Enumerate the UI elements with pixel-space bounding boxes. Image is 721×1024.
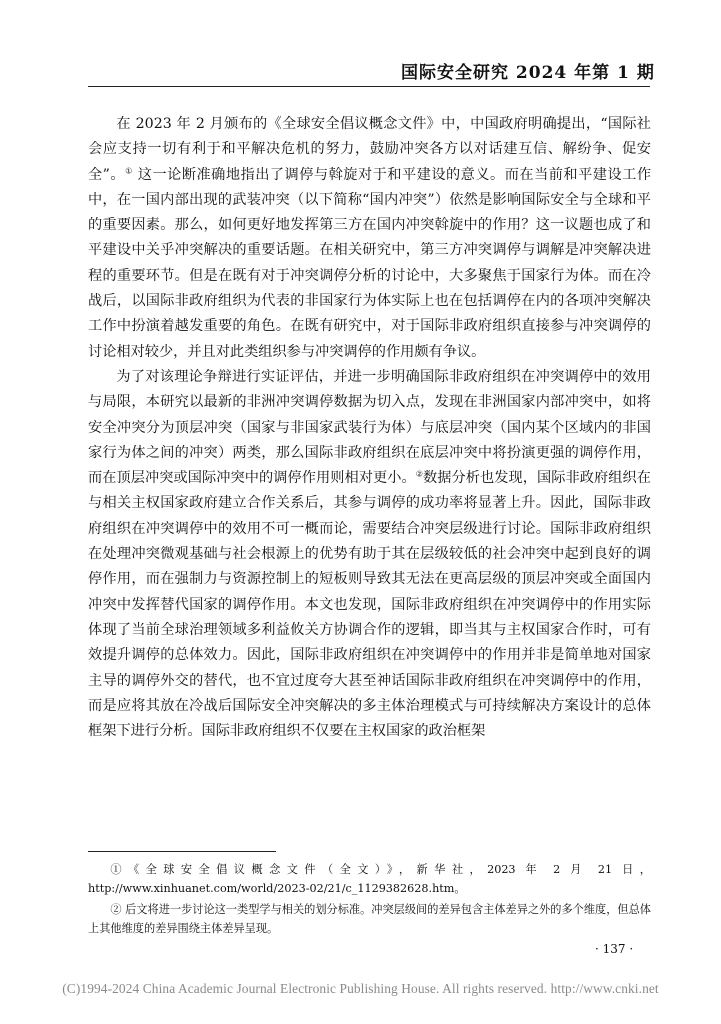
article-body bbox=[88, 112, 651, 744]
header-divider bbox=[88, 86, 650, 87]
paragraph-text: 这一论断准确地指出了调停与斡旋对于和平建设的意义。而在当前和平建设工作中，在一国内部出现的武装冲突（以下简称“国内冲突”）依然是影响国际安全与全球和平的重要因素。那么，如何更好地发挥第三方在国内冲突斡旋中的作用？这一议题也成了和平建设中关乎冲突解决的重要话题。在相关研究中，第三方冲突调停与调解是冲突解决进程的重要环节。但是在既有对于冲突调停分析的讨论中，大多聚焦于国家行为体。而在冷战后，以国际非政府组织为代表的非国家行为体实际上也在包括调停在内的各项冲突解决工作中扮演着越发重要的角色。在既有研究中，对于国际非政府组织直接参与冲突调停的讨论相对较少，并且对此类组织参与冲突调停的作用颇有争议。 bbox=[88, 166, 652, 360]
paragraph-text: 为了对该理论争辩进行实证评估，并进一步明确国际非政府组织在冲突调停中的效用与局限，本研究以最新的非洲冲突调停数据为切入点，发现在非洲国家内部冲突中，如将安全冲突分为顶层冲突（国家与非国家武装行为体）与底层冲突（国内某个区域内的非国家行为体之间的冲突）两类，那么国际非政府组织在底层冲突中将扮演更强的调停作用，而在顶层冲突或国际冲突中的调停作用则相对更小。 bbox=[88, 368, 651, 487]
paragraph-1 bbox=[88, 112, 651, 365]
page-number: · 137 · bbox=[595, 942, 634, 956]
paragraph-text: 在 2023 年 2 月颁布的《全球安全倡议概念文件》中，中国政府明确提出，“国际社会应支持一切有利于和平解决危机的努力，鼓励冲突各方以对话建互信、解纷争、促安全”。 bbox=[88, 116, 651, 183]
running-header: 国际安全研究 2024 年第 1 期 bbox=[401, 63, 655, 83]
footnote-2: ② 后文将进一步讨论这一类型学与相关的划分标准。冲突层级间的差异包含主体差异之外的多个维度，但总体上其他维度的差异围绕主体差异呈现。 bbox=[88, 903, 651, 935]
footnotes bbox=[88, 860, 651, 940]
paragraph-text: 数据分析也发现，国际非政府组织在与相关主权国家政府建立合作关系后，其参与调停的成功率将显著上升。因此，国际非政府组织在冲突调停中的效用不可一概而论，需要结合冲突层级进行讨论。国际非政府组织在处理冲突微观基础与社会根源上的优势有助于其在层级较低的社会冲突中起到良好的调停作用，而在强制力与资源控制上的短板则导致其无法在更高层级的顶层冲突或全面国内冲突中发挥替代国家的调停作用。本文也发现，国际非政府组织在冲突调停中的作用实际体现了当前全球治理领域多利益攸关方协调合作的逻辑，即当其与主权国家合作时，可有效提升调停的总体效力。因此，国际非政府组织在冲突调停中的作用并非是简单地对国家主导的调停外交的替代，也不宜过度夸大甚至神话国际非政府组织在冲突调停中的作用，而是应将其放在冷战后国际安全冲突解决的多主体治理模式与可持续解决方案设计的总体框架下进行分析。国际非政府组织不仅要在主权国家的政治框架 bbox=[88, 470, 651, 740]
footnote-ref-2[interactable]: ② bbox=[415, 469, 424, 479]
footnote-ref-1[interactable]: ① bbox=[125, 165, 133, 175]
paragraph-2 bbox=[88, 365, 651, 744]
footnote-divider bbox=[88, 851, 276, 852]
copyright-watermark: (C)1994-2024 China Academic Journal Electronic Publishing House. All rights reserved. http://www.cnki.net bbox=[62, 981, 659, 996]
footnote-1: ①《全球安全倡议概念文件（全文）》，新华社，2023 年 2 月 21 日，http://www.xinhuanet.com/world/2023-02/21/c_1129382628.htm。 bbox=[88, 863, 651, 895]
